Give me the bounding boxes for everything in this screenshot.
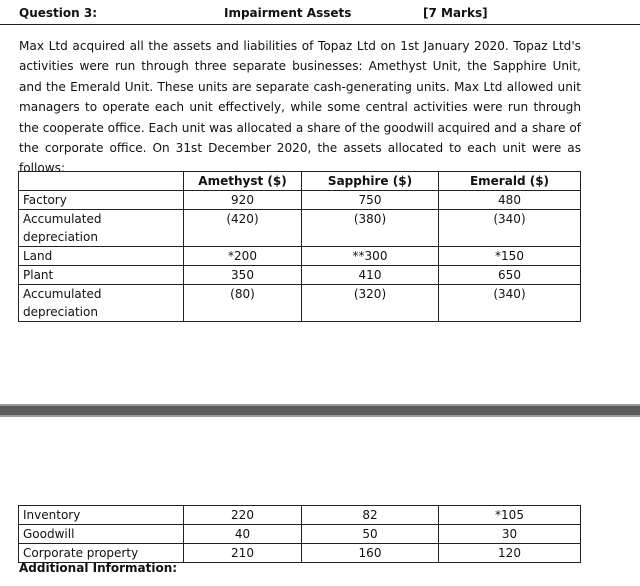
cell-amethyst: 920 bbox=[184, 191, 302, 210]
table-row bbox=[19, 544, 581, 563]
cell-emerald: *105 bbox=[439, 506, 581, 525]
table-row bbox=[19, 210, 581, 247]
question-paragraph: Max Ltd acquired all the assets and liabilities of Topaz Ltd on 1st January 2020. Topaz Ltd's activities were run through three separate businesses: Amethyst Unit, the Sapphire Unit, and the Emerald Unit. These units are separate cash-generating units. Max Ltd allowed unit managers to operate each unit effectively, while some central activities were run through the cooperate office. Each unit was allocated a share of the goodwill acquired and a share of the corporate office. On 31st December 2020, the assets allocated to each unit were as follows: bbox=[19, 39, 581, 176]
table-row bbox=[19, 191, 581, 210]
cell-emerald: 650 bbox=[439, 266, 581, 285]
cell-emerald: (340) bbox=[439, 285, 581, 322]
question-number: Question 3: bbox=[19, 6, 97, 20]
cell-amethyst: 220 bbox=[184, 506, 302, 525]
cell-emerald: 120 bbox=[439, 544, 581, 563]
cell-sapphire: (320) bbox=[302, 285, 439, 322]
cell-amethyst: 40 bbox=[184, 525, 302, 544]
cell-emerald: *150 bbox=[439, 247, 581, 266]
additional-information-heading: Additional Information: bbox=[19, 561, 178, 575]
assets-table-top bbox=[18, 171, 581, 322]
cell-sapphire: (380) bbox=[302, 210, 439, 247]
row-label: Corporate property bbox=[19, 544, 184, 563]
cell-sapphire: 82 bbox=[302, 506, 439, 525]
cell-sapphire: 50 bbox=[302, 525, 439, 544]
table-row bbox=[19, 266, 581, 285]
assets-table-bottom bbox=[18, 505, 581, 563]
row-label: Land bbox=[19, 247, 184, 266]
cell-amethyst: 210 bbox=[184, 544, 302, 563]
row-label: Factory bbox=[19, 191, 184, 210]
header-cell-blank bbox=[19, 172, 184, 191]
cell-amethyst: (420) bbox=[184, 210, 302, 247]
cell-emerald: 480 bbox=[439, 191, 581, 210]
table-row bbox=[19, 285, 581, 322]
cell-sapphire: **300 bbox=[302, 247, 439, 266]
question-header bbox=[0, 0, 640, 25]
cell-sapphire: 750 bbox=[302, 191, 439, 210]
row-label: Plant bbox=[19, 266, 184, 285]
header-cell-emerald: Emerald ($) bbox=[439, 172, 581, 191]
header-cell-sapphire: Sapphire ($) bbox=[302, 172, 439, 191]
cell-amethyst: *200 bbox=[184, 247, 302, 266]
table-row bbox=[19, 506, 581, 525]
cell-sapphire: 410 bbox=[302, 266, 439, 285]
table-row bbox=[19, 525, 581, 544]
row-label: Accumulated depreciation bbox=[19, 210, 184, 247]
question-title: Impairment Assets bbox=[224, 6, 352, 20]
row-label: Accumulated depreciation bbox=[19, 285, 184, 322]
row-label: Goodwill bbox=[19, 525, 184, 544]
cell-emerald: (340) bbox=[439, 210, 581, 247]
page-break-divider bbox=[0, 404, 640, 417]
cell-emerald: 30 bbox=[439, 525, 581, 544]
table-row bbox=[19, 247, 581, 266]
row-label: Inventory bbox=[19, 506, 184, 525]
question-marks: [7 Marks] bbox=[423, 6, 488, 20]
cell-amethyst: 350 bbox=[184, 266, 302, 285]
cell-sapphire: 160 bbox=[302, 544, 439, 563]
table-header-row bbox=[19, 172, 581, 191]
header-cell-amethyst: Amethyst ($) bbox=[184, 172, 302, 191]
cell-amethyst: (80) bbox=[184, 285, 302, 322]
